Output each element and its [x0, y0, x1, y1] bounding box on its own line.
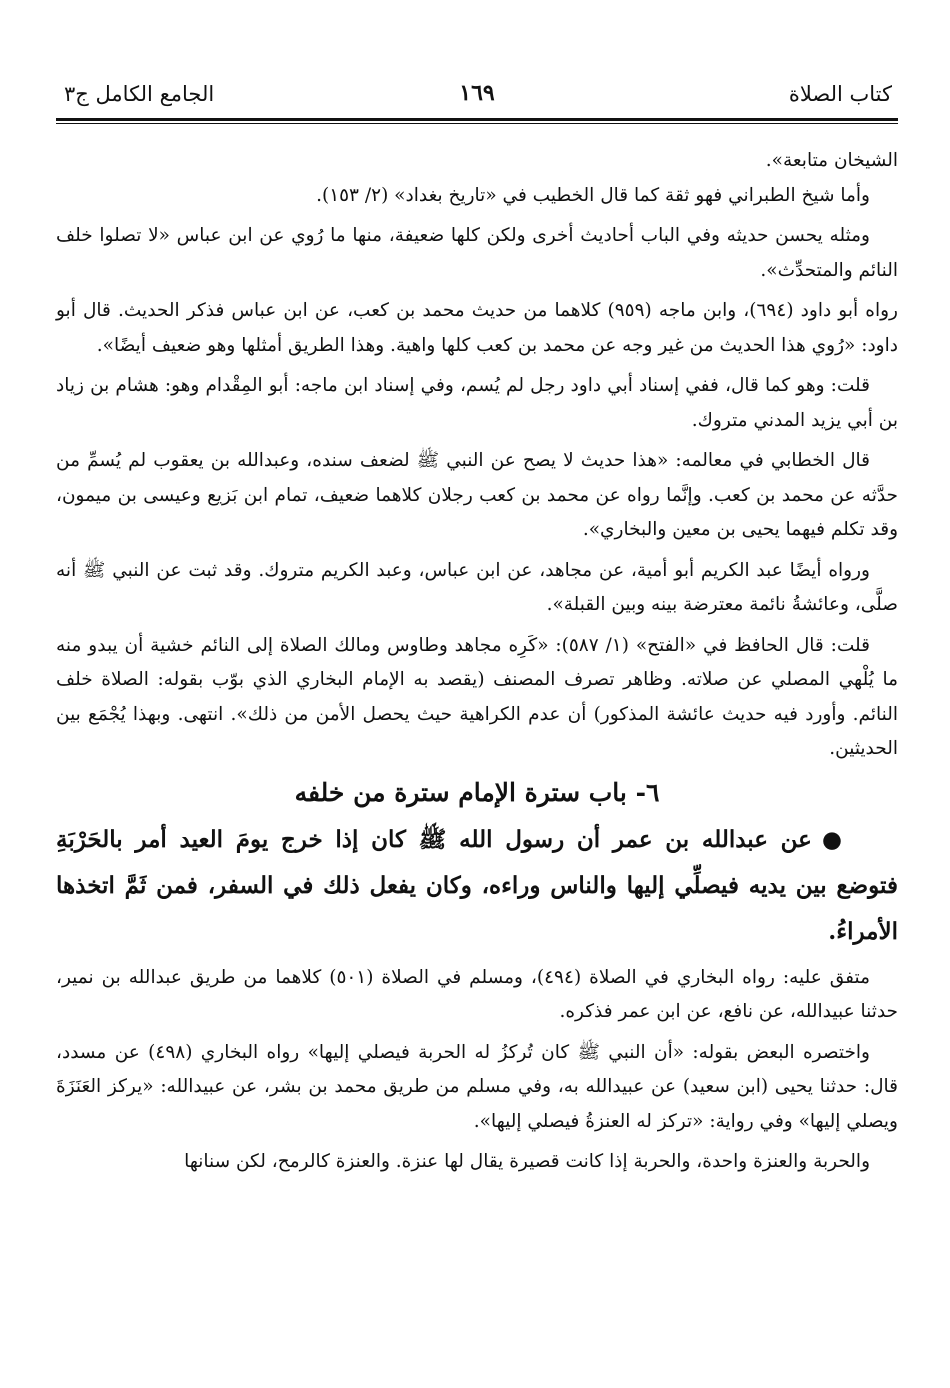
running-head-title: الجامع الكامل ج٣ — [64, 82, 215, 106]
paragraph: وأما شيخ الطبراني فهو ثقة كما قال الخطيب في «تاريخ بغداد» (٢/ ١٥٣). — [316, 184, 870, 206]
paragraph: الشيخان متابعة». — [765, 150, 898, 171]
running-head-section: كتاب الصلاة — [788, 82, 892, 106]
header-rule-thick — [56, 118, 898, 121]
paragraph: رواه أبو داود (٦٩٤)، وابن ماجه (٩٥٩) كلاهما من حديث محمد بن كعب، عن ابن عباس فذكر الحديث. قال أبو داود: «رُوي هذا الحديث من غير وجه عن محمد بن كعب كلها واهية. وهذا الطريق أمثلها وهو ضعيف أيضًا». — [56, 300, 898, 356]
paragraph: قلت: قال الحافظ في «الفتح» (١/ ٥٨٧): «كَرِه مجاهد وطاوس ومالك الصلاة إلى النائم خشية أن يبدو منه ما يُلْهي المصلي عن صلاته. وظاهر تصرف المصنف (يقصد به الإمام البخاري الذي بوّب بقوله: الصلاة خلف النائم. وأورد فيه حديث عائشة المذكور) أن عدم الكراهية حيث يحصل الأمن من ذلك». انتهى. وبهذا يُجْمَع بين الحديثين. — [56, 634, 898, 759]
section-heading: ٦- باب سترة الإمام سترة من خلفه — [294, 777, 660, 807]
paragraph: متفق عليه: رواه البخاري في الصلاة (٤٩٤)، ومسلم في الصلاة (٥٠١) كلاهما من طريق عبدالله بن نمير، حدثنا عبيدالله، عن نافع، عن ابن عمر فذكره. — [56, 966, 898, 1022]
book-page — [56, 78, 898, 1368]
header-rule-thin — [56, 123, 898, 124]
hadith-text: عن عبدالله بن عمر أن رسول الله ﷺ كان إذا خرج يومَ العيد أمر بالحَرْبَةِ فتوضع بين يديه فيصلِّي إليها والناس وراءه، وكان يفعل ذلك في السفر، فمن ثَمَّ اتخذها الأمراءُ. — [56, 825, 898, 945]
paragraph: والحربة والعنزة واحدة، والحربة إذا كانت قصيرة يقال لها عنزة. والعنزة كالرمح، لكن سنانها — [184, 1151, 870, 1172]
page-number: ١٦٩ — [459, 80, 495, 106]
paragraph: واختصره البعض بقوله: «أن النبي ﷺ كان تُركزُ له الحربة فيصلي إليها» رواه البخاري (٤٩٨) عن مسدد، قال: حدثنا يحيى (ابن سعيد) عن عبيدالله به، وفي مسلم من طريق محمد بن بشر، عن عبيدالله: «يركز العَنَزَةَ ويصلي إليها» وفي رواية: «تركز له العنزةُ فيصلي إليها». — [56, 1041, 898, 1132]
paragraph: ورواه أيضًا عبد الكريم أبو أمية، عن مجاهد، عن ابن عباس، وعبد الكريم متروك. وقد ثبت عن النبي ﷺ أنه صلَّى، وعائشةُ نائمة معترضة بينه وبين القبلة». — [56, 559, 898, 615]
paragraph: ومثله يحسن حديثه وفي الباب أحاديث أخرى ولكن كلها ضعيفة، منها ما رُوي عن ابن عباس «لا تصلوا خلف النائم والمتحدِّث». — [56, 225, 898, 281]
page-header — [56, 78, 898, 118]
paragraph: قال الخطابي في معالمه: «هذا حديث لا يصح عن النبي ﷺ لضعف سنده، وعبدالله بن يعقوب لم يُسمِّ من حدَّثه عن محمد بن كعب. وإنَّما رواه عن محمد بن كعب رجلان كلاهما ضعيف، تمام ابن بَزيع وعيسى بن ميمون، وقد تكلم فيهما يحيى بن معين والبخاري». — [56, 450, 898, 540]
paragraph: قلت: وهو كما قال، ففي إسناد أبي داود رجل لم يُسم، وفي إسناد ابن ماجه: أبو المِقْدام وهو: هشام بن زياد بن أبي يزيد المدني متروك. — [56, 375, 898, 431]
bullet-icon: ● — [821, 825, 842, 853]
page-body — [56, 144, 898, 1180]
hadith-block — [56, 817, 898, 955]
